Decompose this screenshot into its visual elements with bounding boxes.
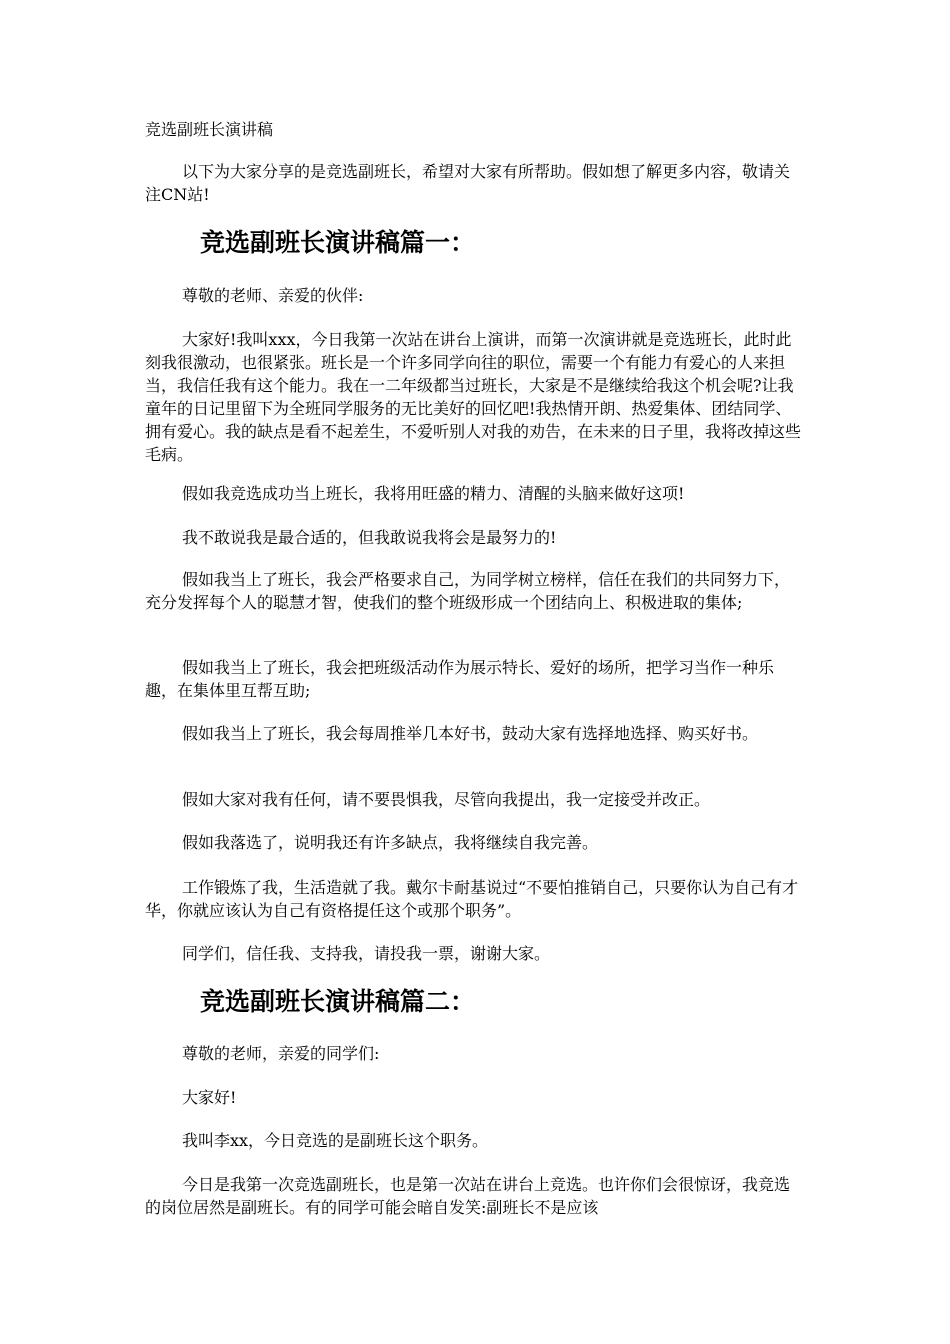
section-1-paragraph: 假如我当上了班长，我会把班级活动作为展示特长、爱好的场所，把学习当作一种乐趣，在集体里互帮互助; (145, 658, 775, 700)
intro-paragraph: 以下为大家分享的是竞选副班长，希望对大家有所帮助。假如想了解更多内容，敬请关注CN站! (145, 162, 791, 204)
section-1-closing: 同学们，信任我、支持我，请投我一票，谢谢大家。 (182, 944, 551, 963)
section-2-paragraph: 大家好! (182, 1088, 237, 1107)
section-2-paragraph: 我叫李xx，今日竞选的是副班长这个职务。 (182, 1131, 489, 1150)
document-title: 竞选副班长演讲稿 (145, 120, 274, 139)
section-1-paragraph: 工作锻炼了我，生活造就了我。戴尔卡耐基说过“不要怕推销自己，只要你认为自己有才华，你就应该认为自己有资格提任这个或那个职务”。 (145, 878, 799, 920)
section-1-paragraph: 我不敢说我是最合适的，但我敢说我将会是最努力的! (182, 528, 557, 547)
section-1-paragraph: 假如我竞选成功当上班长，我将用旺盛的精力、清醒的头脑来做好这项! (182, 484, 685, 503)
section-2-paragraph: 今日是我第一次竞选副班长，也是第一次站在讲台上竞选。也许你们会很惊讶，我竞选的岗位居然是副班长。有的同学可能会暗自发笑:副班长不是应该 (145, 1175, 791, 1217)
section-1-paragraph: 假如大家对我有任何，请不要畏惧我，尽管向我提出，我一定接受并改正。 (182, 790, 711, 809)
section-1-greeting: 尊敬的老师、亲爱的伙伴: (182, 286, 364, 305)
section-1-heading: 竞选副班长演讲稿篇一： (200, 228, 476, 257)
section-2-heading: 竞选副班长演讲稿篇二： (200, 987, 476, 1016)
section-1-paragraph: 假如我当上了班长，我会每周推举几本好书，鼓动大家有选择地选择、购买好书。 (182, 724, 759, 743)
section-1-paragraph: 大家好!我叫xxx，今日我第一次站在讲台上演讲，而第一次演讲就是竞选班长，此时此刻我很激动，也很紧张。班长是一个许多同学向往的职位，需要一个有能力有爱心的人来担当，我信任我有这个能力。我在一二年级都当过班长，大家是不是继续给我这个机会呢?让我童年的日记里留下为全班同学服务的无比美好的回忆吧!我热情开朗、热爱集体、团结同学、拥有爱心。我的缺点是看不起差生，不爱听别人对我的劝告，在未来的日子里，我将改掉这些毛病。 (145, 330, 802, 464)
section-1-paragraph: 假如我当上了班长，我会严格要求自己，为同学树立榜样，信任在我们的共同努力下，充分发挥每个人的聪慧才智，使我们的整个班级形成一个团结向上、积极进取的集体; (145, 570, 791, 612)
section-1-paragraph: 假如我落选了，说明我还有许多缺点，我将继续自我完善。 (182, 833, 599, 852)
section-2-greeting: 尊敬的老师，亲爱的同学们: (182, 1044, 380, 1063)
